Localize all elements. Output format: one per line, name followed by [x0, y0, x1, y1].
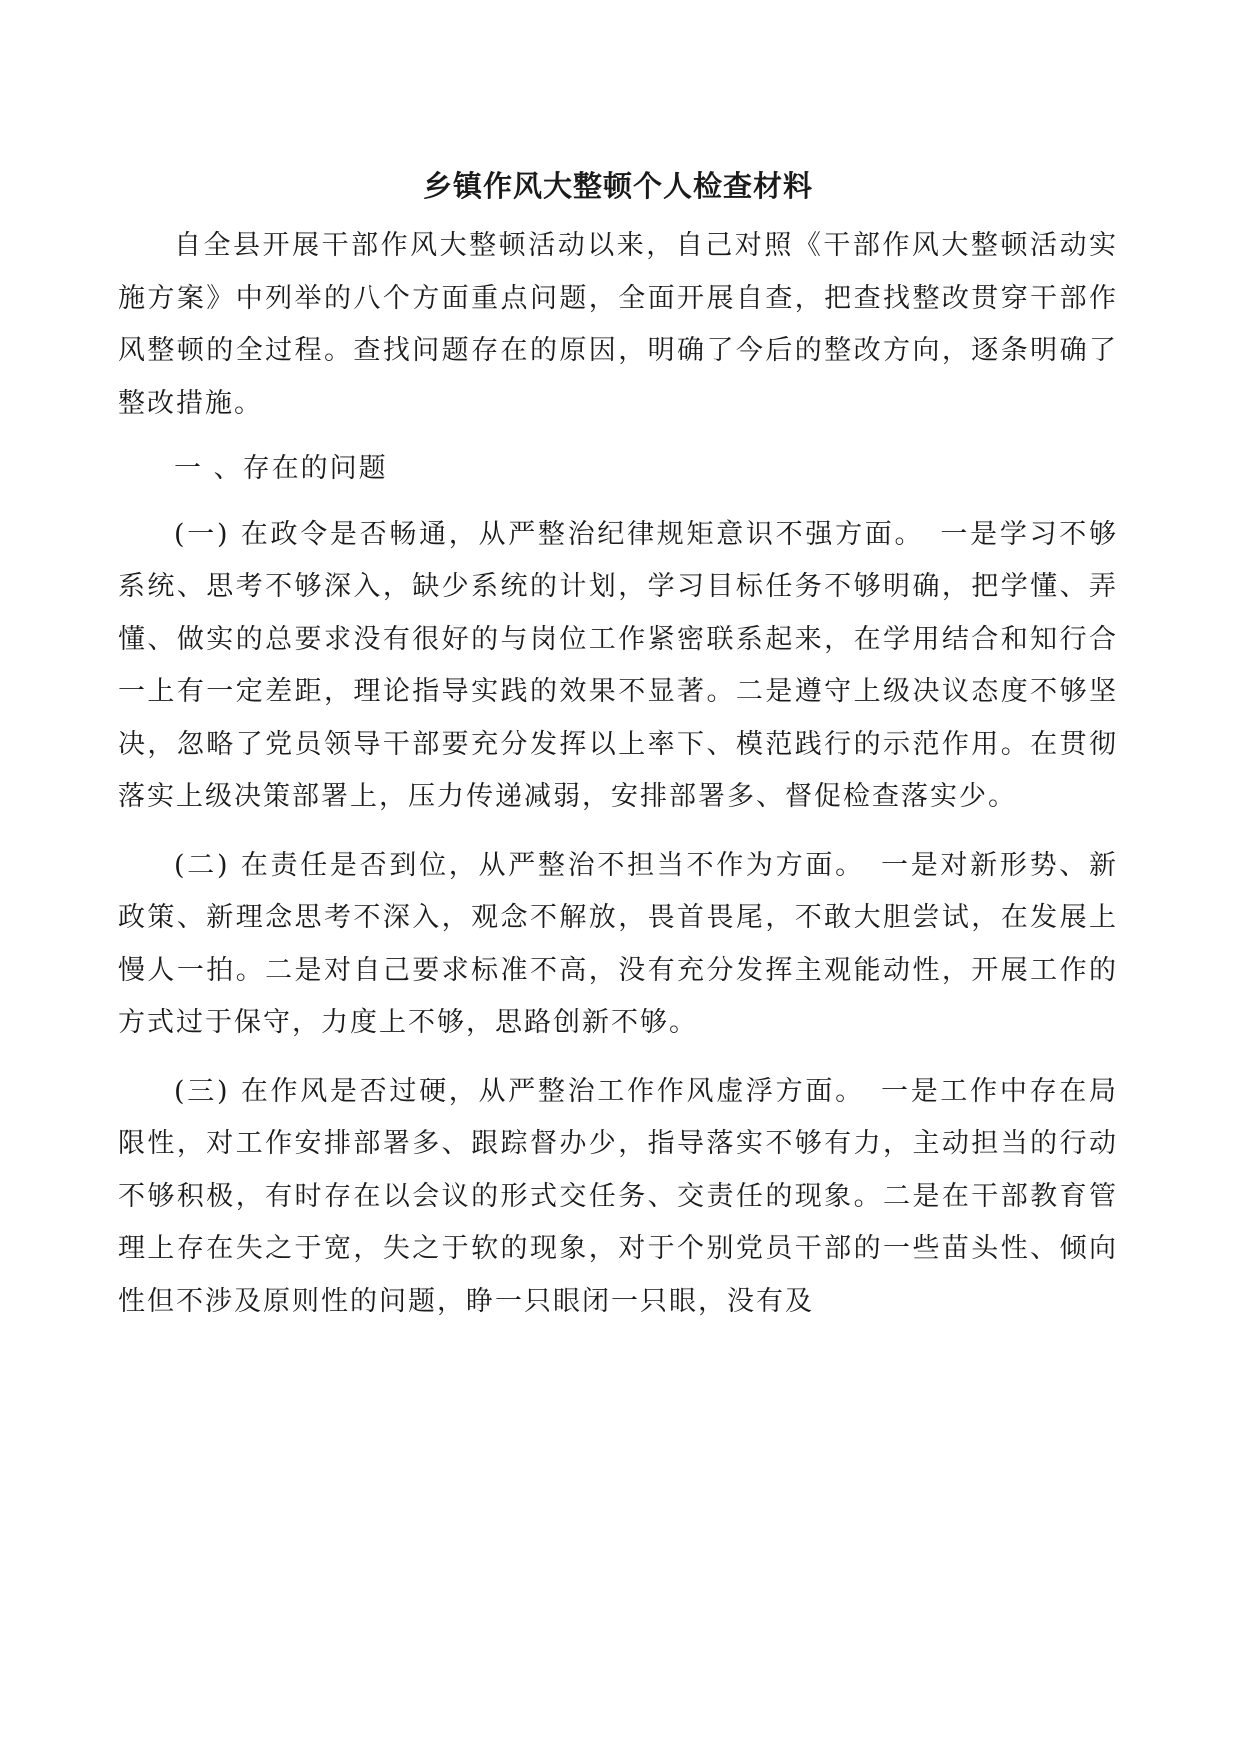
- problem-paragraph-3: (三) 在作风是否过硬，从严整治工作作风虚浮方面。 一是工作中存在局限性，对工作安排部署多、跟踪督办少，指导落实不够有力，主动担当的行动不够积极，有时存在以会议的形式交任务、交责任的现象。二是在干部教育管理上存在失之于宽，失之于软的现象，对于个别党员干部的一些苗头性、倾向性但不涉及原则性的问题，睁一只眼闭一只眼，没有及: [118, 1075, 1118, 1317]
- problem-paragraph-1: (一) 在政令是否畅通，从严整治纪律规矩意识不强方面。 一是学习不够系统、思考不够深入，缺少系统的计划，学习目标任务不够明确，把学懂、弄懂、做实的总要求没有很好的与岗位工作紧密联系起来，在学用结合和知行合一上有一定差距，理论指导实践的效果不显著。二是遵守上级决议态度不够坚决，忽略了党员领导干部要充分发挥以上率下、模范践行的示范作用。在贯彻落实上级决策部署上，压力传递减弱，安排部署多、督促检查落实少。: [118, 518, 1118, 812]
- document-title: 乡镇作风大整顿个人检查材料: [422, 169, 813, 203]
- document-page: [118, 160, 1118, 1328]
- section-heading: 一 、存在的问题: [174, 453, 388, 484]
- intro-paragraph: 自全县开展干部作风大整顿活动以来，自己对照《干部作风大整顿活动实施方案》中列举的八个方面重点问题，全面开展自查，把查找整改贯穿干部作风整顿的全过程。查找问题存在的原因，明确了今后的整改方向，逐条明确了整改措施。: [118, 230, 1118, 419]
- problem-paragraph-2: (二) 在责任是否到位，从严整治不担当不作为方面。 一是对新形势、新政策、新理念思考不深入，观念不解放，畏首畏尾，不敢大胆尝试，在发展上慢人一拍。二是对自己要求标准不高，没有充分发挥主观能动性，开展工作的方式过于保守，力度上不够，思路创新不够。: [118, 849, 1118, 1038]
